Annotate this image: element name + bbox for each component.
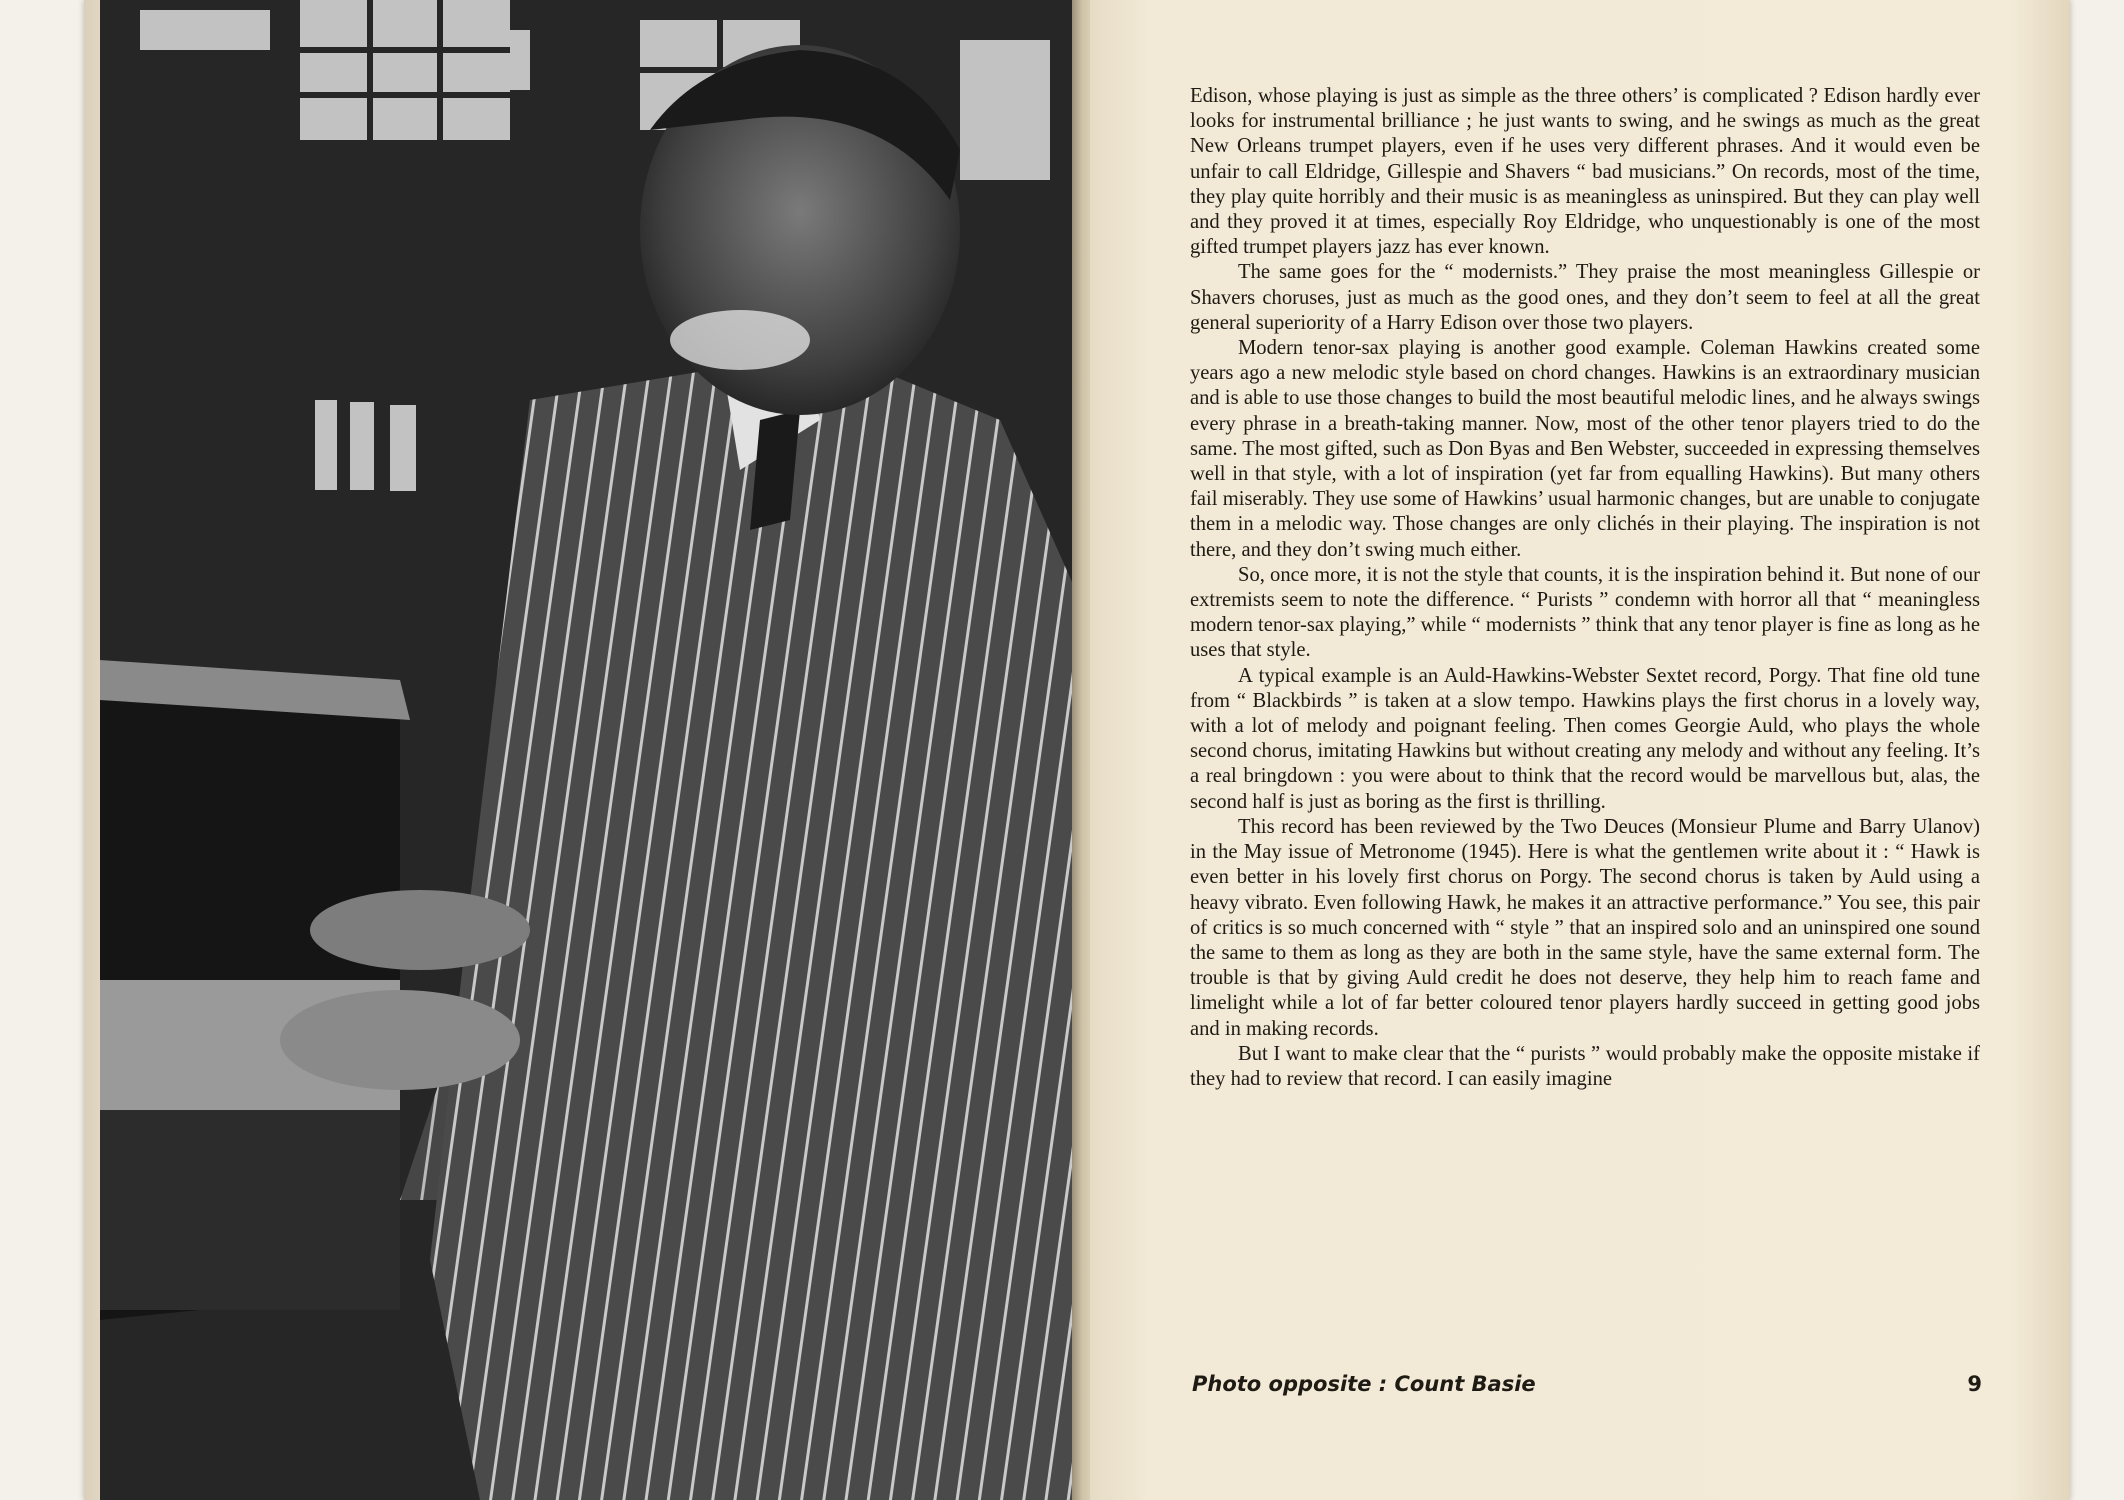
paragraph: So, once more, it is not the style that counts, it is the inspiration behind it. But none of our extremists seem to note the difference. “ Purists ” condemn with horror all that “ meaningless modern tenor-sax playing,” while “ modernists ” think that any tenor player is fine as long as he uses that style.	[1190, 563, 1980, 662]
paragraph: But I want to make clear that the “ purists ” would probably make the opposite mistake if they had to review that record. I can easily imagine	[1190, 1042, 1980, 1090]
paragraph: Edison, whose playing is just as simple as the three others’ is complicated ? Edison hardly ever looks for instrumental brilliance ; he just wants to swing, and he swings as much as the great New Orleans trumpet players, even if he uses very different phrases. And it would even be unfair to call Eldridge, Gillespie and Shavers “ bad musicians.” On records, most of the time, they play quite horribly and their music is as meaningless as uninspired. But they can play well and they proved it at times, especially Roy Eldridge, who unquestionably is one of the most gifted trumpet players jazz has ever known.	[1190, 85, 1980, 259]
count-basie-photo	[100, 0, 1080, 1500]
page-footer	[1192, 1372, 1982, 1396]
paragraph: This record has been reviewed by the Two Deuces (Monsieur Plume and Barry Ulanov) in the May issue of Metronome (1945). Here is what the gentlemen write about it : “ Hawk is even better in his lovely first chorus on Porgy. The second chorus is taken by Auld using a heavy vibrato. Even following Hawk, he makes it an attractive performance.” You see, this pair of critics is so much concerned with “ style ” that an inspired solo and an uninspired one sound the same to them as long as they are both in the same style, have the same external form. The trouble is that by giving Auld credit he does not deserve, they help him to reach fame and limelight while a lot of far better coloured tenor players hardly succeed in getting good jobs and in making records.	[1190, 815, 1980, 1040]
photo-illustration	[100, 0, 1080, 1500]
paragraph: A typical example is an Auld-Hawkins-Webster Sextet record, Porgy. That fine old tune from “ Blackbirds ” is taken at a slow tempo. Hawkins plays the first chorus in a lovely way, with a lot of melody and poignant feeling. Then comes Georgie Auld, who plays the whole second chorus, imitating Hawkins but without creating any melody and without any feeling. It’s a real bringdown : you were about to think that the record would be marvellous but, alas, the second half is just as boring as the first is thrilling.	[1190, 664, 1980, 813]
paragraph: Modern tenor-sax playing is another good example. Coleman Hawkins created some years ago a new melodic style based on chord changes. Hawkins is an extraordinary musician and is able to use those changes to build the most beautiful melodic lines, and he always swings every phrase in a breath-taking manner. Now, most of the other tenor players tried to do the same. The most gifted, such as Don Byas and Ben Webster, succeeded in expressing themselves well in that style, with a lot of inspiration (yet far from equalling Hawkins). But many others fail miserably. They use some of Hawkins’ usual harmonic changes, but are unable to conjugate them in a melodic way. Those changes are only clichés in their playing. The inspiration is not there, and they don’t swing much either.	[1190, 337, 1981, 561]
page-number: 9	[1967, 1372, 1982, 1396]
article-text	[1190, 84, 1980, 1092]
photo-caption: Photo opposite : Count Basie	[1192, 1372, 1536, 1396]
paragraph: The same goes for the “ modernists.” They praise the most meaningless Gillespie or Shavers choruses, just as much as the good ones, and they don’t seem to feel at all the great general superiority of a Harry Edison over those two players.	[1190, 261, 1980, 334]
